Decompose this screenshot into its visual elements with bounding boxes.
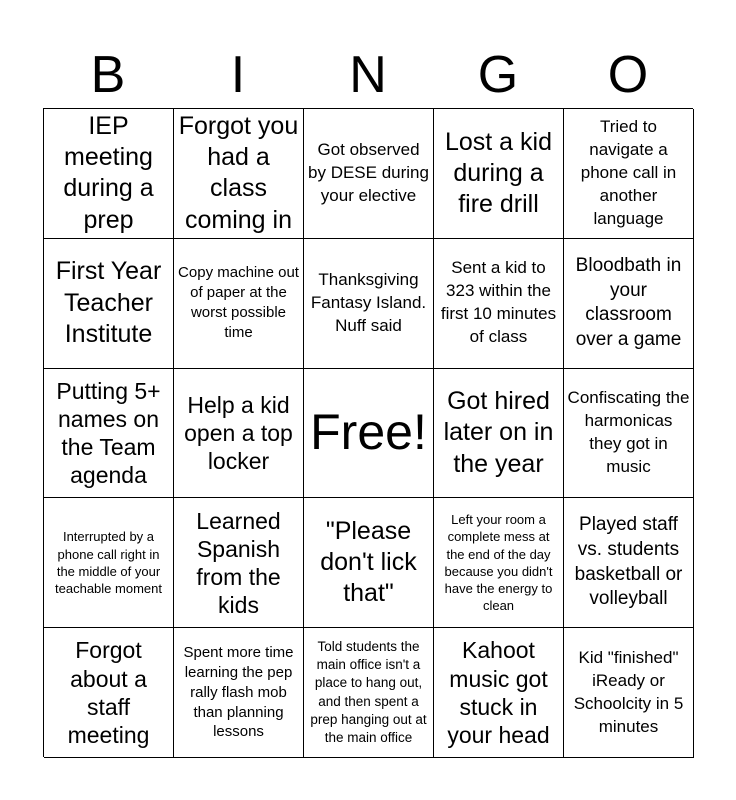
cell-text: Got hired later on in the year: [443, 387, 554, 478]
bingo-cell-r5-c4: [434, 628, 564, 758]
bingo-cell-r5-c3: [304, 628, 434, 758]
cell-text: Confiscating the harmonicas they got in music: [567, 388, 690, 476]
cell-text: Left your room a complete mess at the end of the day because you didn't have the energy to clean: [444, 511, 553, 614]
cell-text: "Please don't lick that": [320, 516, 417, 608]
cell-text: Told students the main office isn't a place to hang out, and then spent a prep hanging out at the main office: [310, 638, 427, 746]
bingo-cell-r2-c3: [304, 239, 434, 369]
bingo-cell-r1-c2: [174, 109, 304, 239]
header-letter-g: G: [477, 46, 519, 104]
bingo-cell-r3-c2: [174, 369, 304, 499]
bingo-cell-r4-c1: [44, 498, 174, 628]
bingo-cell-r2-c5: [564, 239, 694, 369]
bingo-cell-r5-c1: [44, 628, 174, 758]
cell-text: Kid "finished" iReady or Schoolcity in 5 minutes: [573, 647, 684, 736]
cell-text: Sent a kid to 323 within the first 10 minutes of class: [440, 258, 557, 347]
cell-text: Learned Spanish from the kids: [196, 507, 281, 618]
bingo-cell-r2-c4: [434, 239, 564, 369]
bingo-cell-r2-c2: [174, 239, 304, 369]
bingo-header: [43, 44, 693, 106]
bingo-cell-r3-c5: [564, 369, 694, 499]
cell-text: Help a kid open a top locker: [184, 391, 293, 475]
cell-text: Lost a kid during a fire drill: [444, 127, 552, 219]
bingo-cell-r3-c1: [44, 369, 174, 499]
bingo-cell-r1-c4: [434, 109, 564, 239]
bingo-cell-r4-c3: [304, 498, 434, 628]
cell-text: Forgot about a staff meeting: [67, 637, 150, 748]
bingo-cell-r1-c5: [564, 109, 694, 239]
cell-text: First Year Teacher Institute: [55, 257, 162, 348]
bingo-cell-r2-c1: [44, 239, 174, 369]
cell-text: Forgot you had a class coming in: [178, 111, 299, 234]
header-letter-o: O: [607, 46, 649, 104]
cell-text: Kahoot music got stuck in your head: [447, 637, 550, 748]
bingo-cell-r5-c2: [174, 628, 304, 758]
cell-text: Free!: [310, 404, 427, 461]
bingo-cell-r1-c3: [304, 109, 434, 239]
bingo-board: [43, 108, 693, 757]
cell-text: Spent more time learning the pep rally flash mob than planning lessons: [183, 643, 294, 741]
cell-text: Played staff vs. students basketball or volleyball: [574, 514, 683, 610]
bingo-cell-r1-c1: [44, 109, 174, 239]
header-letter-i: I: [230, 46, 246, 104]
bingo-cell-r4-c2: [174, 498, 304, 628]
cell-text: IEP meeting during a prep: [63, 111, 154, 234]
cell-text: Thanksgiving Fantasy Island. Nuff said: [310, 269, 427, 335]
cell-text: Got observed by DESE during your elective: [308, 139, 429, 205]
cell-text: Tried to navigate a phone call in another language: [580, 117, 677, 228]
bingo-cell-r3-c3: [304, 369, 434, 499]
header-letter-n: N: [349, 46, 387, 104]
bingo-cell-r4-c5: [564, 498, 694, 628]
bingo-cell-r3-c4: [434, 369, 564, 499]
bingo-cell-r4-c4: [434, 498, 564, 628]
cell-text: Putting 5+ names on the Team agenda: [56, 377, 161, 489]
bingo-cell-r5-c5: [564, 628, 694, 758]
cell-text: Bloodbath in your classroom over a game: [575, 254, 682, 350]
header-letter-b: B: [90, 46, 126, 104]
cell-text: Copy machine out of paper at the worst possible time: [178, 264, 299, 342]
cell-text: Interrupted by a phone call right in the middle of your teachable moment: [55, 529, 162, 597]
